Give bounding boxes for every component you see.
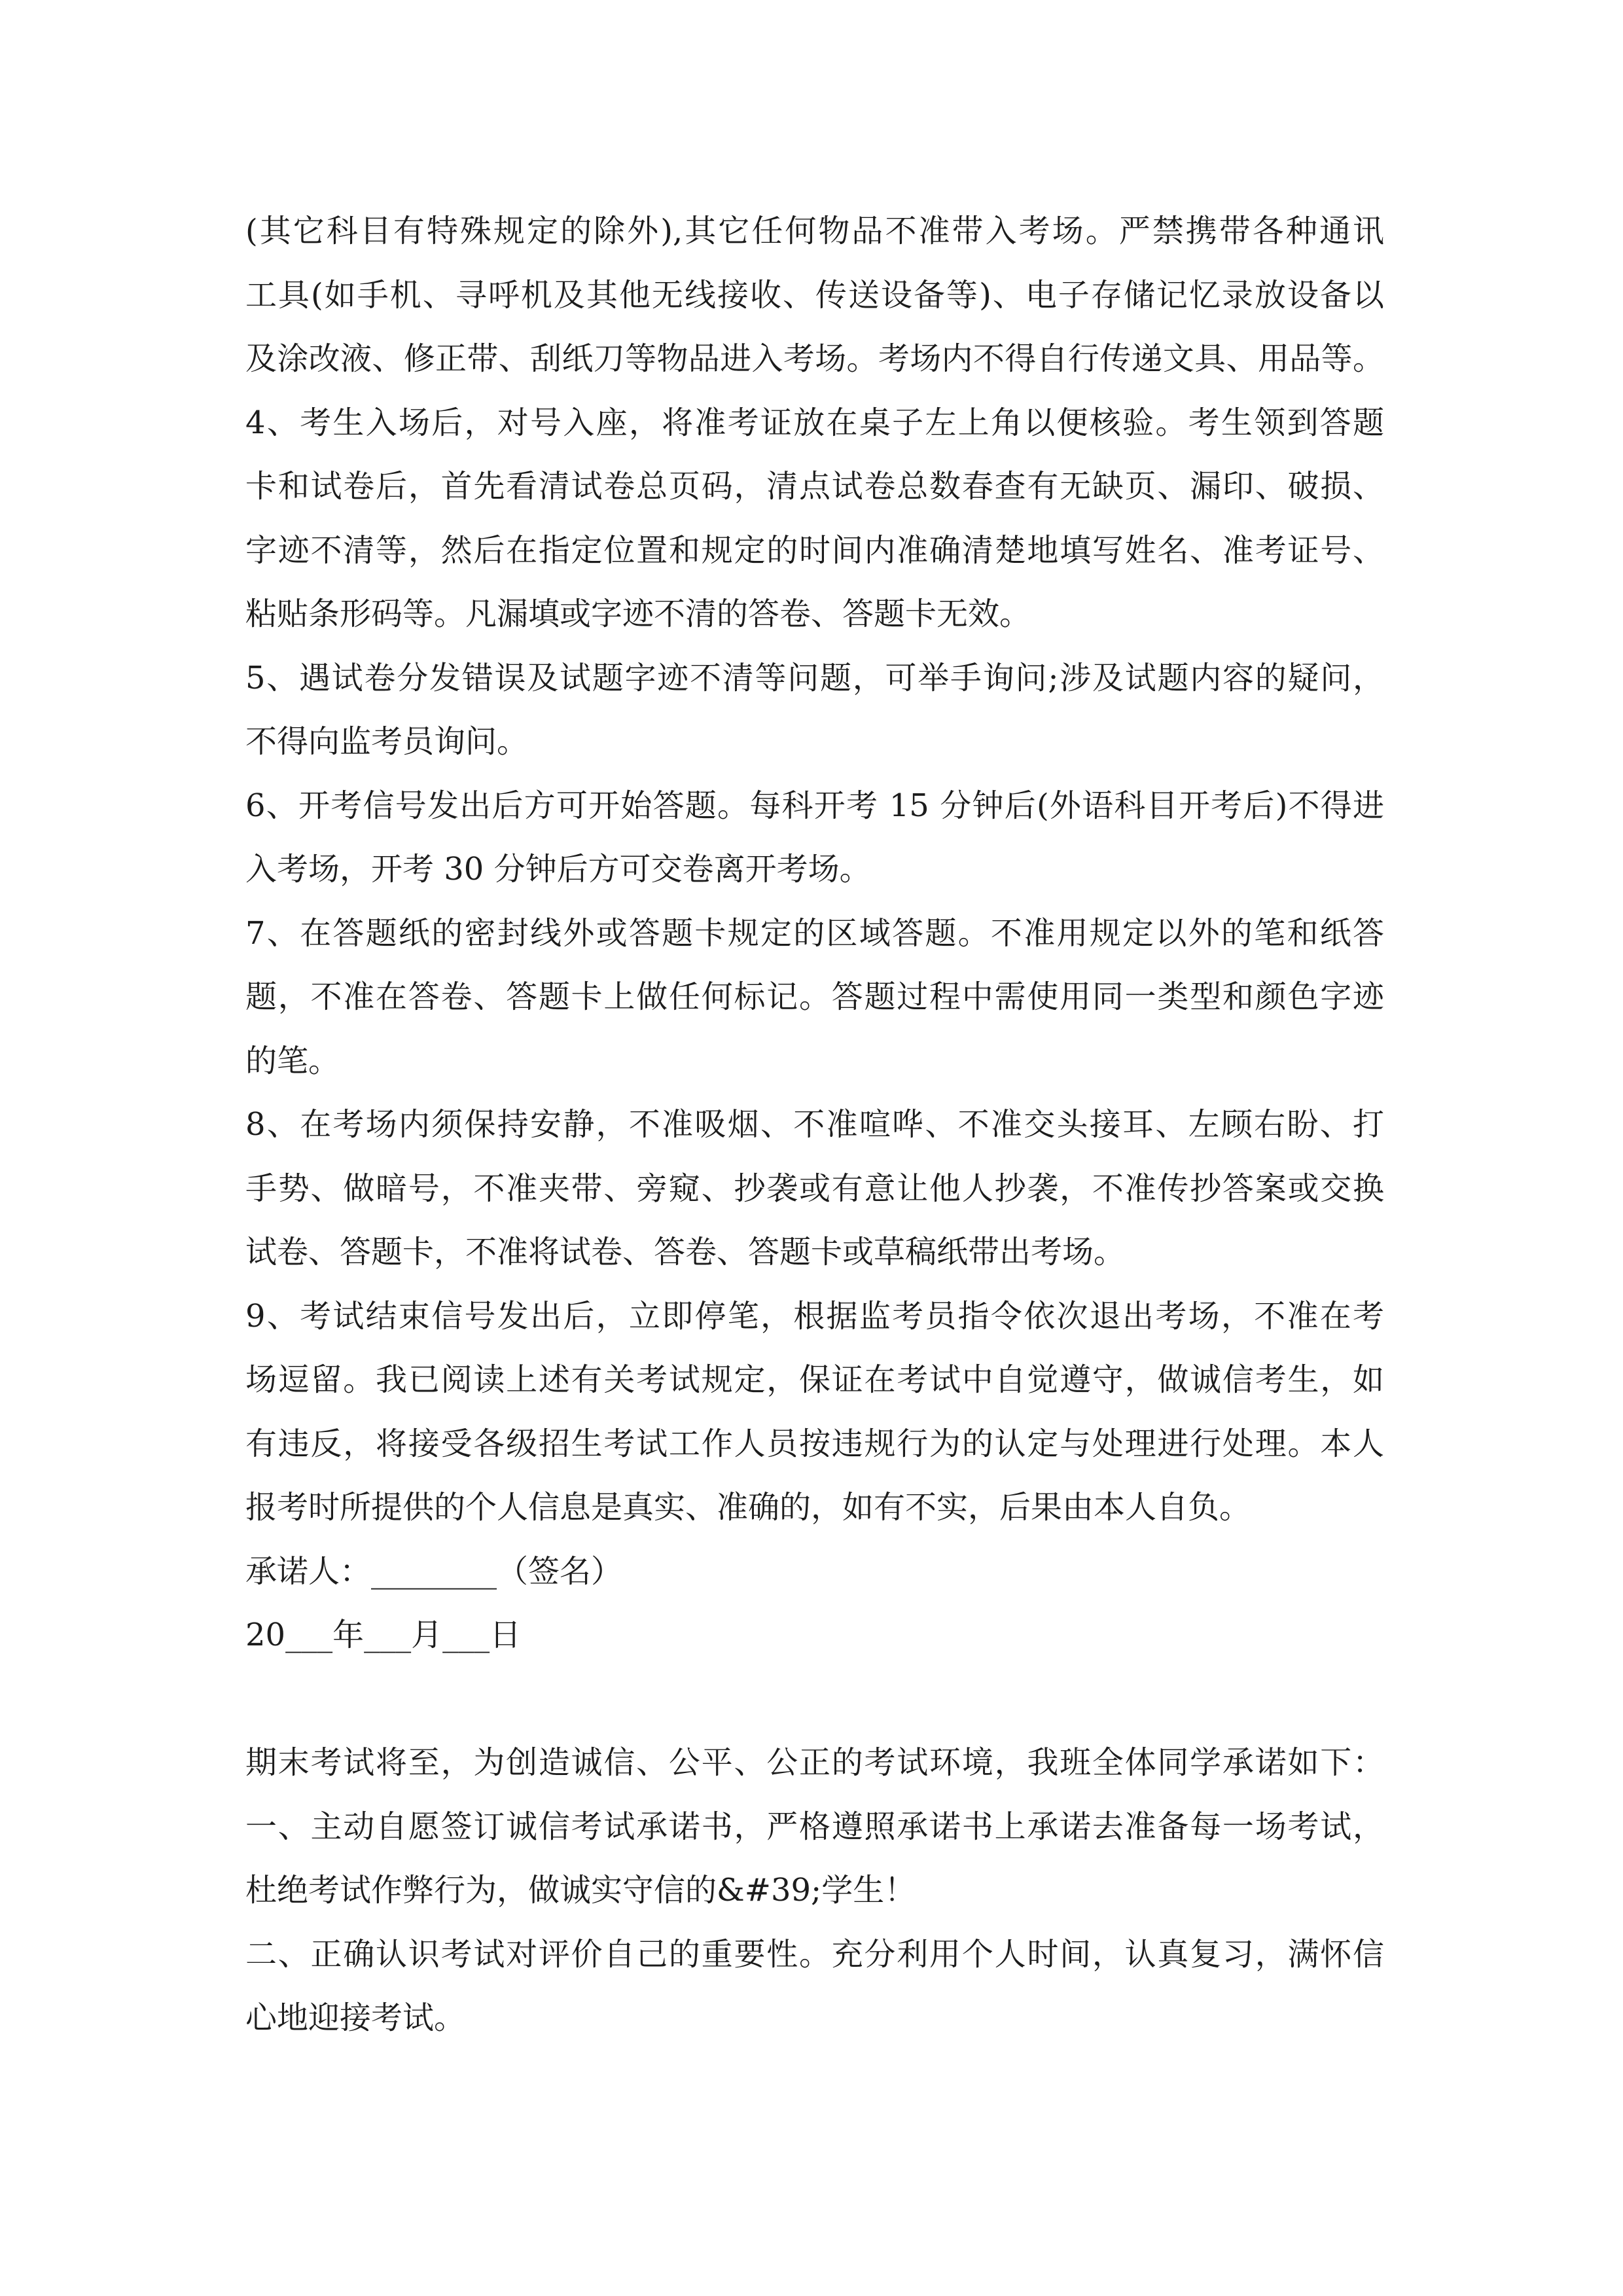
text-line: 5、遇试卷分发错误及试题字迹不清等问题，可举手询问;涉及试题内容的疑问， [245, 659, 1384, 696]
text-line: 粘贴条形码等。凡漏填或字迹不清的答卷、答题卡无效。 [245, 596, 1031, 632]
text-line: 不得向监考员询问。 [245, 723, 529, 760]
text-line: 报考时所提供的个人信息是真实、准确的，如有不实，后果由本人自负。 [245, 1489, 1251, 1526]
text-line: 的笔。 [245, 1042, 340, 1079]
text-line: 入考场，开考 30 分钟后方可交卷离开考场。 [245, 851, 871, 888]
text-line: 6、开考信号发出后方可开始答题。每科开考 15 分钟后(外语科目开考后)不得进 [245, 787, 1384, 824]
text-line: 题，不准在答卷、答题卡上做任何标记。答题过程中需使用同一类型和颜色字迹 [245, 978, 1384, 1015]
date-line: 20___年___月___日 [245, 1617, 522, 1653]
text-line: 9、考试结束信号发出后，立即停笔，根据监考员指令依次退出考场，不准在考 [245, 1297, 1384, 1335]
blank-line [245, 1668, 1384, 1732]
text-line: 4、考生入场后，对号入座，将准考证放在桌子左上角以便核验。考生领到答题 [245, 404, 1384, 441]
text-line: 卡和试卷后，首先看清试卷总页码，清点试卷总数春查有无缺页、漏印、破损、 [245, 468, 1384, 505]
signature-line: 承诺人：________（签名） [245, 1552, 623, 1590]
text-line: 试卷、答题卡，不准将试卷、答卷、答题卡或草稿纸带出考场。 [245, 1234, 1126, 1270]
text-line: 8、在考场内须保持安静，不准吸烟、不准喧哗、不准交头接耳、左顾右盼、打 [245, 1106, 1384, 1143]
text-line: 二、正确认识考试对评价自己的重要性。充分利用个人时间，认真复习，满怀信 [245, 1935, 1384, 1973]
text-line: 一、主动自愿签订诚信考试承诺书，严格遵照承诺书上承诺去准备每一场考试， [245, 1808, 1384, 1845]
text-line: 期末考试将至，为创造诚信、公平、公正的考试环境，我班全体同学承诺如下： [245, 1744, 1384, 1781]
text-line: 及涂改液、修正带、刮纸刀等物品进入考场。考场内不得自行传递文具、用品等。 [245, 340, 1384, 377]
document-body [245, 200, 1384, 2051]
text-line: 心地迎接考试。 [245, 2000, 466, 2036]
text-line: 杜绝考试作弊行为，做诚实守信的&#39;学生！ [245, 1872, 916, 1909]
text-line: 场逗留。我已阅读上述有关考试规定，保证在考试中自觉遵守，做诚信考生，如 [245, 1361, 1384, 1398]
text-line: 有违反，将接受各级招生考试工作人员按违规行为的认定与处理进行处理。本人 [245, 1425, 1384, 1462]
text-line: 字迹不清等，然后在指定位置和规定的时间内准确清楚地填写姓名、准考证号、 [245, 531, 1384, 569]
text-line: 7、在答题纸的密封线外或答题卡规定的区域答题。不准用规定以外的笔和纸答 [245, 914, 1384, 952]
text-line: (其它科目有特殊规定的除外),其它任何物品不准带入考场。严禁携带各种通讯 [245, 213, 1384, 249]
text-line: 手势、做暗号，不准夹带、旁窥、抄袭或有意让他人抄袭，不准传抄答案或交换 [245, 1170, 1384, 1207]
text-line: 工具(如手机、寻呼机及其他无线接收、传送设备等)、电子存储记忆录放设备以 [245, 276, 1384, 314]
